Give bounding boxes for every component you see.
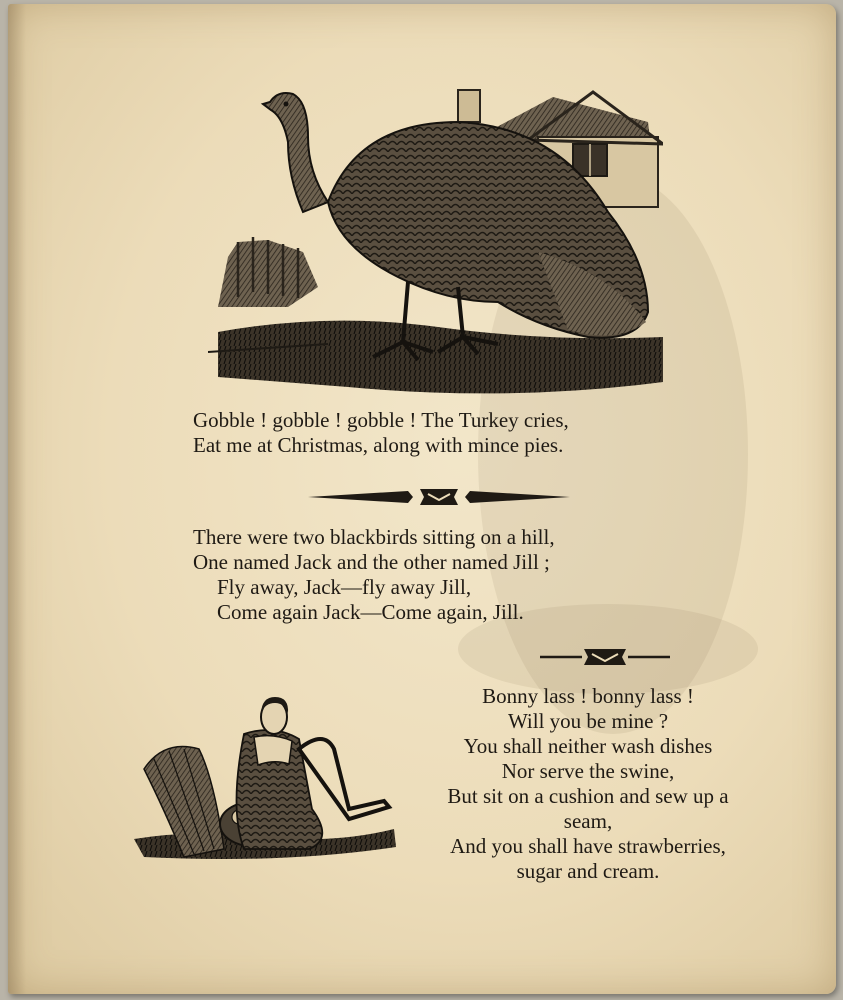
verse-line: And you shall have strawberries, <box>450 834 726 858</box>
verse-line: But sit on a cushion and sew up a <box>447 784 729 808</box>
verse-bonny-lass <box>413 684 763 884</box>
girl-with-wheat-sheaf-woodcut <box>134 689 404 869</box>
verse-line: Bonny lass ! bonny lass ! <box>482 684 694 708</box>
verse-line: Eat me at Christmas, along with mince pies. <box>193 433 564 457</box>
verse-line: There were two blackbirds sitting on a hill, <box>193 525 555 549</box>
verse-line: sugar and cream. <box>516 859 660 883</box>
verse-line: You shall neither wash dishes <box>463 734 713 758</box>
ornamental-divider <box>308 486 570 508</box>
verse-line: seam, <box>563 809 613 833</box>
book-page <box>8 4 836 994</box>
verse-turkey <box>193 408 569 458</box>
verse-line: Come again Jack—Come again, Jill. <box>217 600 524 624</box>
verse-line: Fly away, Jack—fly away Jill, <box>217 575 472 599</box>
verse-line: Nor serve the swine, <box>501 759 675 783</box>
verse-line: One named Jack and the other named Jill ; <box>193 550 550 574</box>
page-spine-shadow <box>8 4 26 994</box>
verse-line: Will you be mine ? <box>507 709 669 733</box>
small-ornamental-divider <box>540 645 670 669</box>
turkey-woodcut <box>208 82 663 404</box>
seated-girl <box>237 697 323 849</box>
verse-line: Gobble ! gobble ! gobble ! The Turkey cries, <box>193 408 569 432</box>
verse-blackbirds <box>193 525 555 625</box>
